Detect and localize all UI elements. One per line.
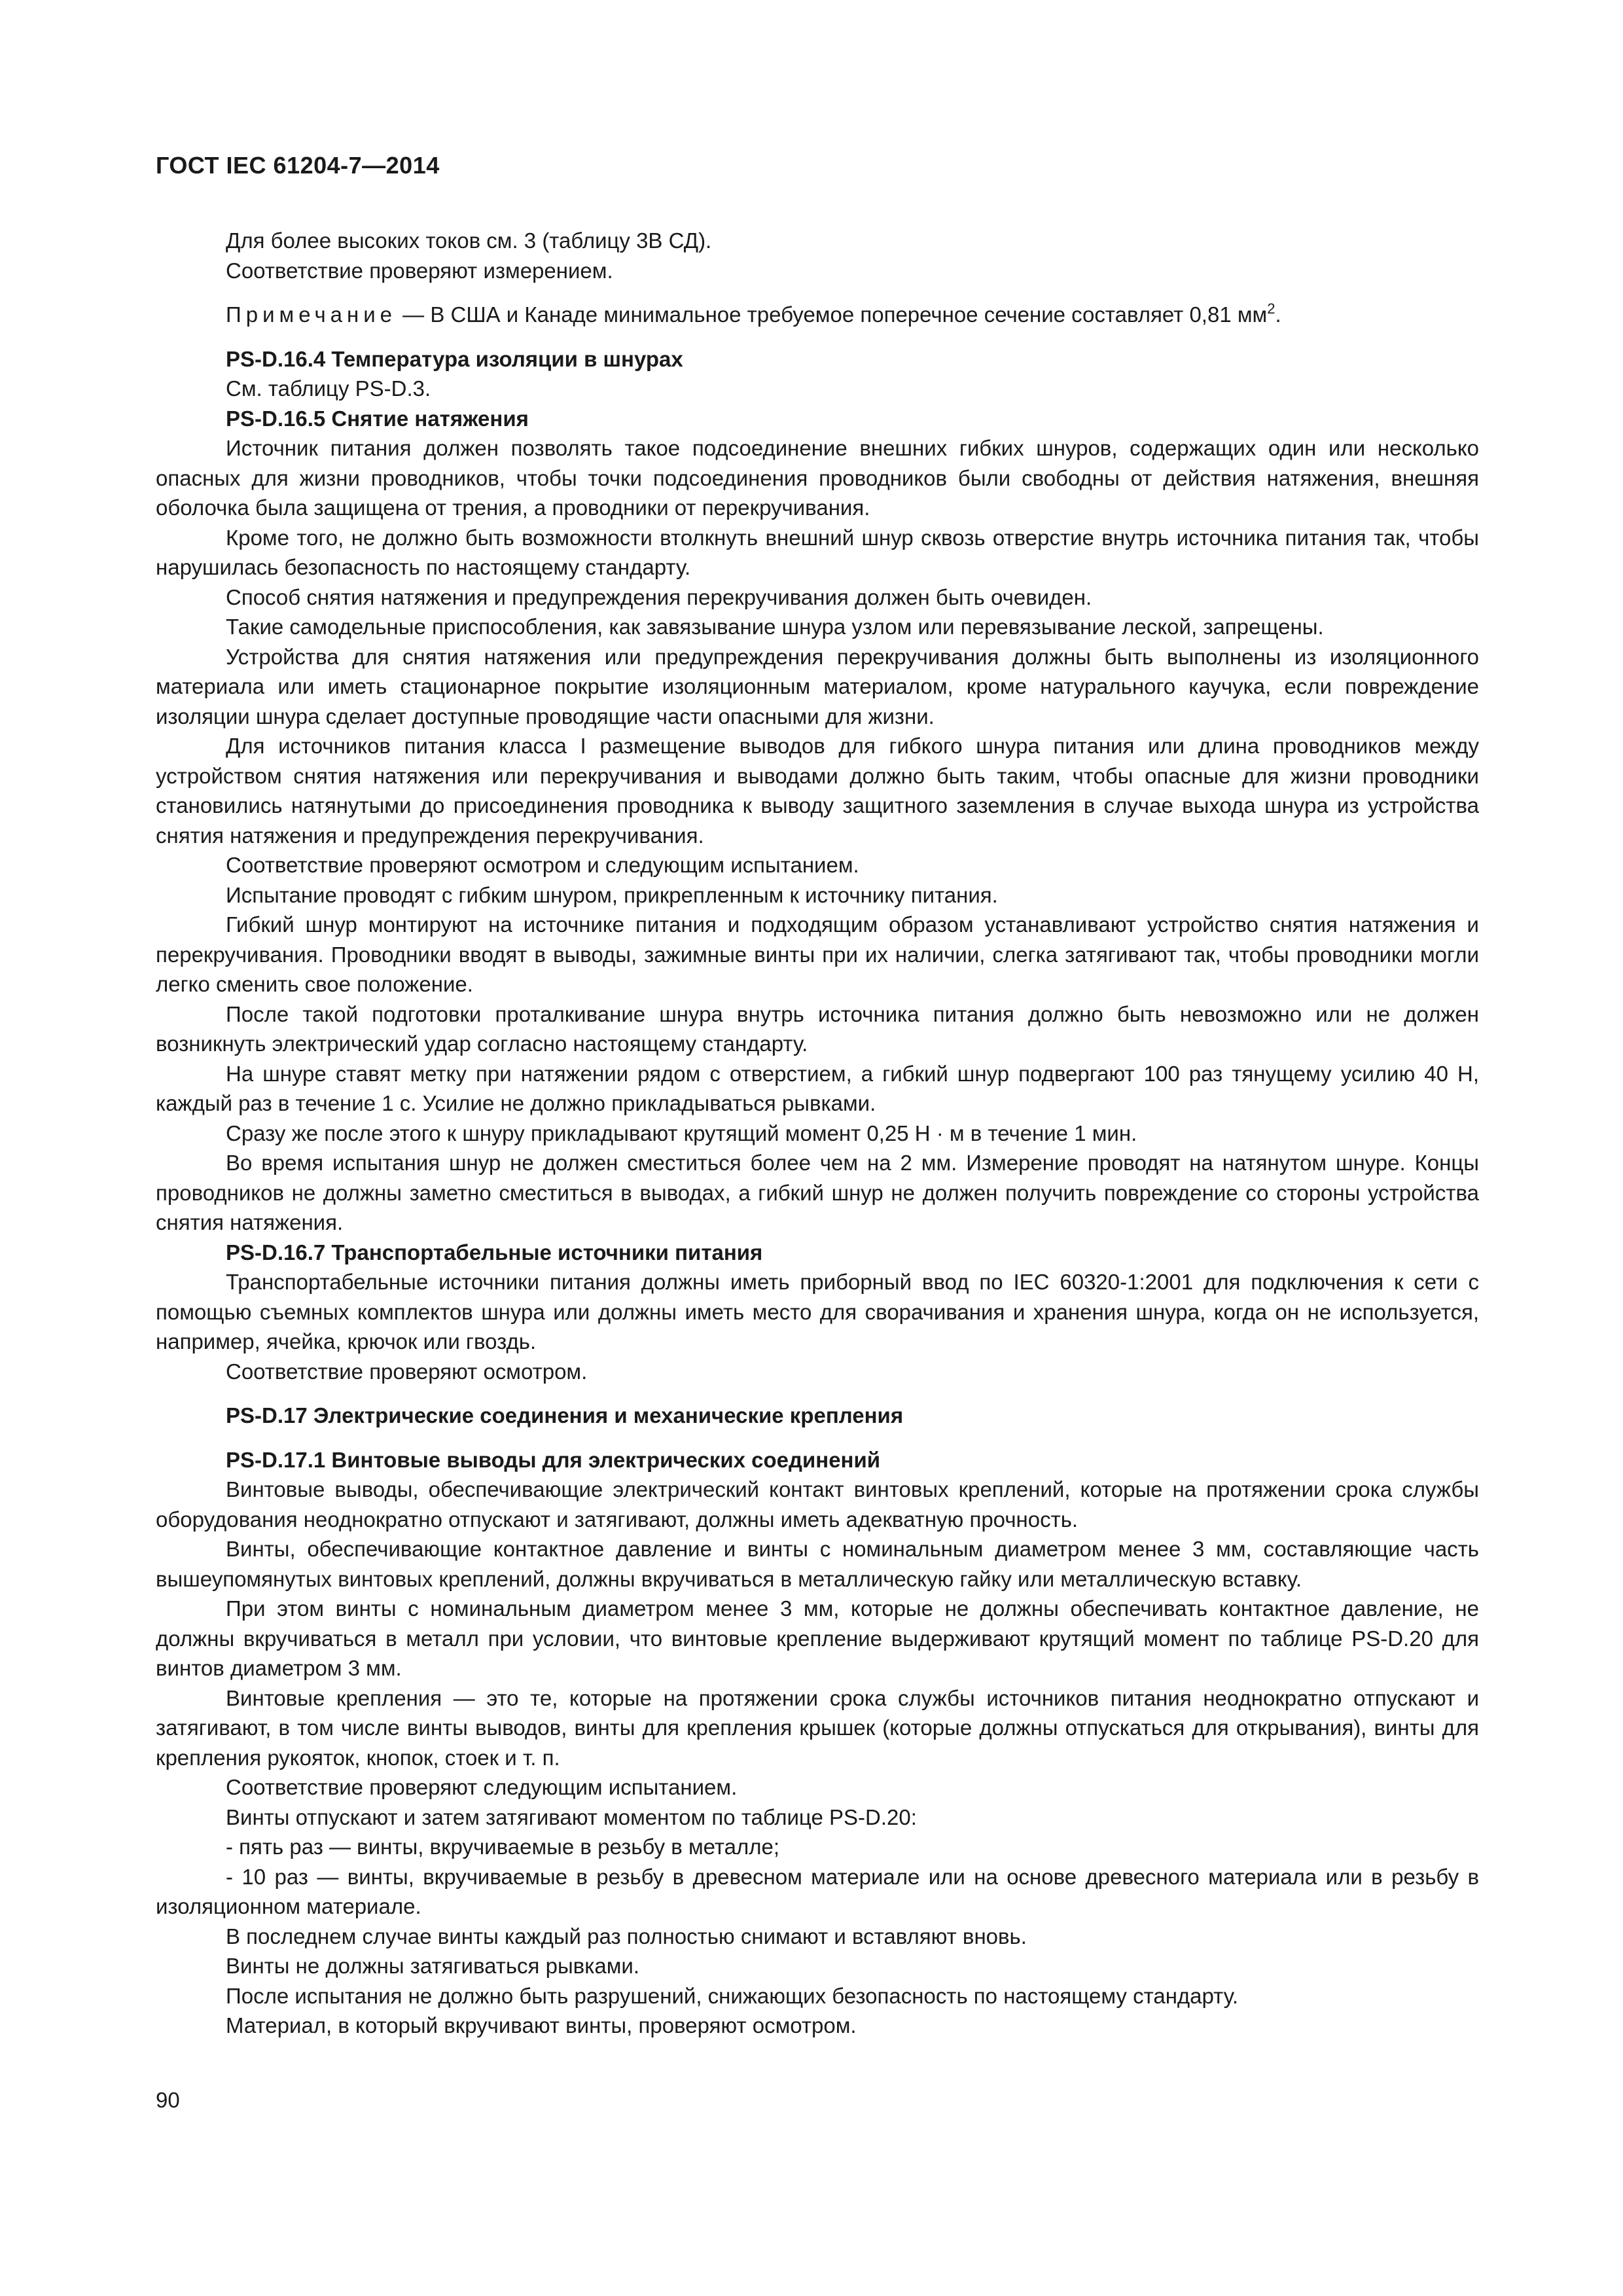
section-heading-17-1: PS-D.17.1 Винтовые выводы для электрических соединений (226, 1447, 881, 1472)
note-label: Примечание (226, 302, 397, 327)
paragraph: Гибкий шнур монтируют на источнике питания и подходящим образом устанавливают устройство снятия натяжения и перекручивания. Проводники вводят в выводы, зажимные винты при их наличии, слегка затягивают так, чтобы проводники могли легко сменить свое положение. (156, 912, 1479, 996)
paragraph: Соответствие проверяют следующим испытанием. (226, 1775, 738, 1799)
section-heading-16-5: PS-D.16.5 Снятие натяжения (226, 406, 529, 431)
paragraph: Способ снятия натяжения и предупреждения перекручивания должен быть очевиден. (226, 584, 1092, 609)
note-text: — В США и Канаде минимальное требуемое поперечное сечение составляет 0,81 мм (397, 302, 1268, 327)
paragraph: Кроме того, не должно быть возможности втолкнуть внешний шнур сквозь отверстие внутрь источника питания так, чтобы нарушилась безопасность по настоящему стандарту. (156, 525, 1479, 579)
paragraph: Такие самодельные приспособления, как завязывание шнура узлом или перевязывание леской, запрещены. (226, 615, 1324, 639)
list-item: - 10 раз — винты, вкручиваемые в резьбу в древесном материале или на основе древесного материала или в резьбу в изоляционном материале. (156, 1864, 1479, 1918)
paragraph: Транспортабельные источники питания должны иметь приборный ввод по IEC 60320-1:2001 для подключения к сети с помощью съемных комплектов шнура или должны иметь место для сворачивания и хранения шнура, когда он не используется, например, ячейка, крючок или гвоздь. (156, 1270, 1479, 1354)
paragraph: Сразу же после этого к шнуру прикладывают крутящий момент 0,25 Н · м в течение 1 мин. (226, 1121, 1137, 1145)
list-item: - пять раз — винты, вкручиваемые в резьбу в металле; (226, 1835, 780, 1859)
paragraph: Во время испытания шнур не должен сместиться более чем на 2 мм. Измерение проводят на натянутом шнуре. Концы проводников не должны заметно сместиться в выводах, а гибкий шнур не должен получить повреждение со стороны устройства снятия натяжения. (156, 1151, 1479, 1234)
section-heading-17: PS-D.17 Электрические соединения и механические крепления (226, 1403, 904, 1427)
paragraph: Винтовые крепления — это те, которые на протяжении срока службы источников питания неоднократно отпускают и затягивают, в том числе винты выводов, винты для крепления крышек (которые должны отпускаться для открывания), винты для крепления рукояток, кнопок, стоек и т. п. (156, 1685, 1479, 1770)
paragraph: Источник питания должен позволять такое подсоединение внешних гибких шнуров, содержащих один или несколько опасных для жизни проводников, чтобы точки подсоединения проводников были свободны от действия натяжения, внешняя оболочка была защищена от трения, а проводники от перекручивания. (156, 436, 1479, 520)
document-header: ГОСТ IEC 61204-7—2014 (156, 152, 440, 179)
note-end: . (1275, 302, 1281, 327)
paragraph: Испытание проводят с гибким шнуром, прикрепленным к источнику питания. (226, 882, 998, 907)
paragraph: Соответствие проверяют измерением. (226, 258, 613, 283)
paragraph: Соответствие проверяют осмотром и следующим испытанием. (226, 853, 859, 877)
note-paragraph (156, 300, 1479, 330)
paragraph: Винты не должны затягиваться рывками. (226, 1954, 639, 1978)
paragraph: Для более высоких токов см. 3 (таблицу 3В СД). (226, 228, 712, 253)
paragraph: См. таблицу PS-D.3. (226, 376, 431, 401)
paragraph: Винтовые выводы, обеспечивающие электрический контакт винтовых креплений, которые на протяжении срока службы оборудования неоднократно отпускают и затягивают, должны иметь адекватную прочность. (156, 1477, 1479, 1532)
paragraph: Для источников питания класса I размещение выводов для гибкого шнура питания или длина проводников между устройством снятия натяжения или перекручивания и выводами должно быть таким, чтобы опасные для жизни проводники становились натянутыми до присоединения проводника к выводу защитного заземления в случае выхода шнура из устройства снятия натяжения и предупреждения перекручивания. (156, 734, 1479, 848)
paragraph: Соответствие проверяют осмотром. (226, 1359, 588, 1384)
paragraph: Винты, обеспечивающие контактное давление и винты с номинальным диаметром менее 3 мм, составляющие часть вышеупомянутых винтовых креплений, должны вкручиваться в металлическую гайку или металлическую вставку. (156, 1537, 1479, 1591)
paragraph: Устройства для снятия натяжения или предупреждения перекручивания должны быть выполнены из изоляционного материала или иметь стационарное покрытие изоляционным материалом, кроме натурального каучука, если повреждение изоляции шнура сделает доступные проводящие части опасными для жизни. (156, 644, 1479, 728)
page-number: 90 (156, 2088, 180, 2112)
paragraph: На шнуре ставят метку при натяжении рядом с отверстием, а гибкий шнур подвергают 100 раз тянущему усилию 40 Н, каждый раз в течение 1 с. Усилие не должно прикладываться рывками. (156, 1061, 1479, 1115)
section-heading-16-4: PS-D.16.4 Температура изоляции в шнурах (226, 346, 683, 371)
paragraph: В последнем случае винты каждый раз полностью снимают и вставляют вновь. (226, 1924, 1027, 1948)
paragraph: Винты отпускают и затем затягивают моментом по таблице PS-D.20: (226, 1804, 917, 1829)
paragraph: После испытания не должно быть разрушений, снижающих безопасность по настоящему стандарту. (226, 1983, 1239, 2008)
paragraph: После такой подготовки проталкивание шнура внутрь источника питания должно быть невозможно или не должен возникнуть электрический удар согласно настоящему стандарту. (156, 1001, 1479, 1056)
paragraph: Материал, в который вкручивают винты, проверяют осмотром. (226, 2013, 857, 2037)
section-heading-16-7: PS-D.16.7 Транспортабельные источники питания (226, 1240, 763, 1265)
paragraph: При этом винты с номинальным диаметром менее 3 мм, которые не должны обеспечивать контактное давление, не должны вкручиваться в металл при условии, что винтовые крепление выдерживают крутящий момент по таблице PS-D.20 для винтов диаметром 3 мм. (156, 1596, 1479, 1680)
document-body (156, 226, 1479, 2041)
note-superscript: 2 (1267, 300, 1275, 317)
